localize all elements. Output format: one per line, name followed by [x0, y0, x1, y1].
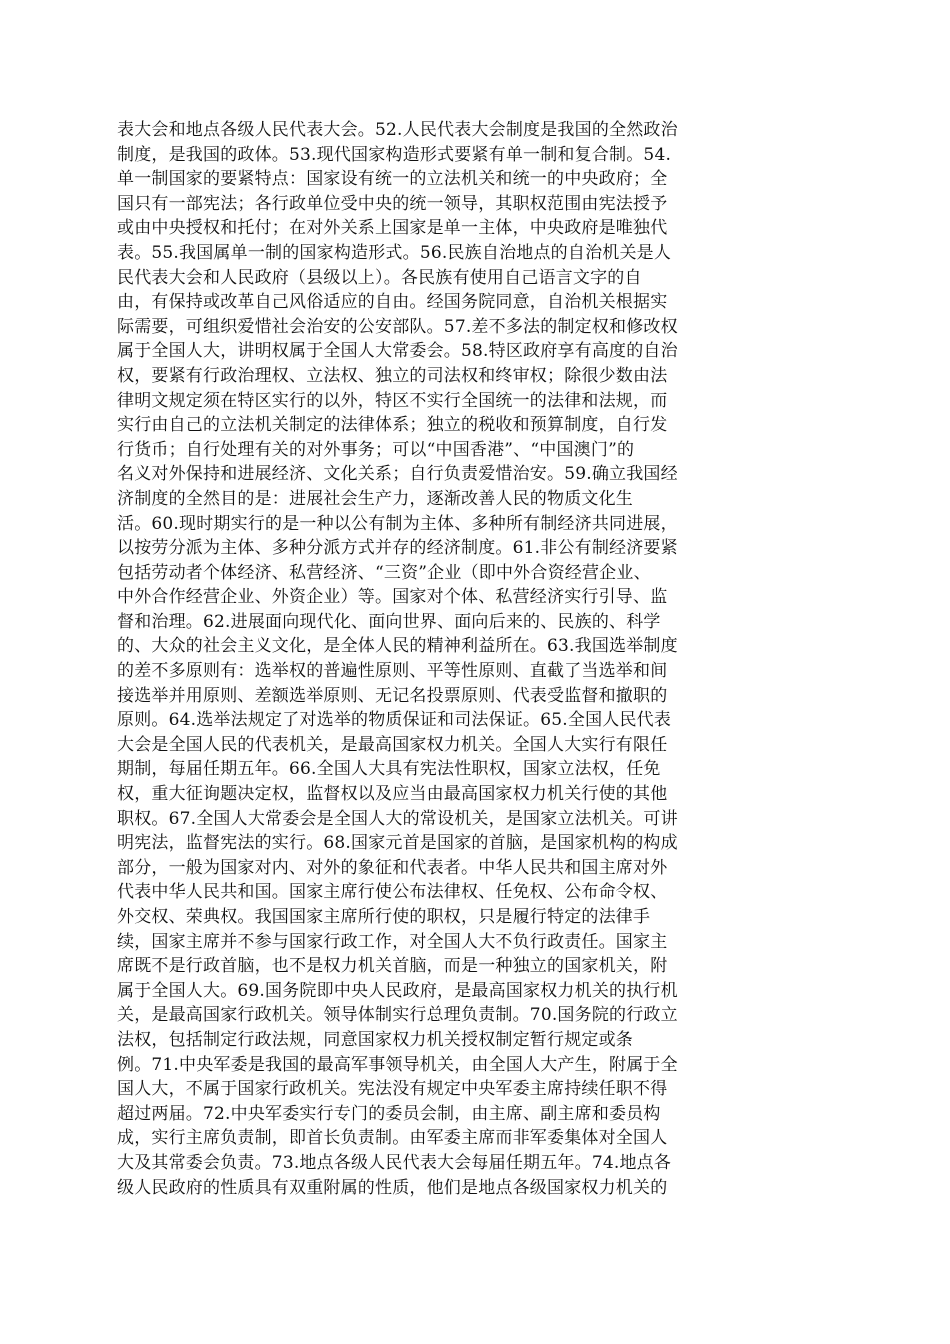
text-line: 席既不是行政首脑，也不是权力机关首脑，而是一种独立的国家机关，附	[117, 956, 668, 977]
text-line: 中外合作经营企业、外资企业）等。国家对个体、私营经济实行引导、监	[117, 587, 668, 608]
text-line: 接选举并用原则、差额选举原则、无记名投票原则、代表受监督和撤职的	[117, 685, 668, 706]
text-line: 单一制国家的要紧特点：国家设有统一的立法机关和统一的中央政府；全	[117, 169, 668, 190]
text-line: 活。60.现时期实行的是一种以公有制为主体、多种所有制经济共同进展，	[117, 513, 678, 534]
text-line: 由，有保持或改革自己风俗适应的自由。经国务院同意，自治机关根据实	[117, 292, 668, 313]
text-line: 关，是最高国家行政机关。领导体制实行总理负责制。70.国务院的行政立	[117, 1005, 678, 1026]
text-line: 法权，包括制定行政法规，同意国家权力机关授权制定暂行规定或条	[117, 1029, 633, 1050]
text-line: 的、大众的社会主义文化，是全体人民的精神利益所在。63.我国选举制度	[117, 636, 678, 657]
text-line: 属于全国人大，讲明权属于全国人大常委会。58.特区政府享有高度的自治	[117, 341, 678, 362]
text-line: 表。55.我国属单一制的国家构造形式。56.民族自治地点的自治机关是人	[117, 242, 672, 263]
text-line: 的差不多原则有：选举权的普遍性原则、平等性原则、直截了当选举和间	[117, 661, 668, 682]
text-line: 以按劳分派为主体、多种分派方式并存的经济制度。61.非公有制经济要紧	[117, 538, 678, 559]
text-line: 续，国家主席并不参与国家行政工作，对全国人大不负行政责任。国家主	[117, 931, 668, 952]
text-line: 济制度的全然目的是：进展社会生产力，逐渐改善人民的物质文化生	[117, 488, 633, 509]
text-line: 大及其常委会负责。73.地点各级人民代表大会每届任期五年。74.地点各	[117, 1152, 672, 1173]
text-line: 部分，一般为国家对内、对外的象征和代表者。中华人民共和国主席对外	[117, 857, 668, 878]
text-line: 大会是全国人民的代表机关，是最高国家权力机关。全国人大实行有限任	[117, 734, 668, 755]
text-line: 属于全国人大。69.国务院即中央人民政府，是最高国家权力机关的执行机	[117, 980, 678, 1001]
text-line: 级人民政府的性质具有双重附属的性质，他们是地点各级国家权力机关的	[117, 1177, 668, 1198]
text-line: 制度，是我国的政体。53.现代国家构造形式要紧有单一制和复合制。54.	[117, 144, 672, 165]
text-line: 实行由自己的立法机关制定的法律体系；独立的税收和预算制度，自行发	[117, 415, 668, 436]
text-line: 民代表大会和人民政府（县级以上）。各民族有使用自己语言文字的自	[117, 267, 642, 288]
text-line: 国只有一部宪法；各行政单位受中央的统一领导，其职权范围由宪法授予	[117, 193, 668, 214]
text-line: 律明文规定须在特区实行的以外，特区不实行全国统一的法律和法规，而	[117, 390, 668, 411]
text-line: 际需要，可组织爱惜社会治安的公安部队。57.差不多法的制定权和修改权	[117, 316, 678, 337]
text-line: 期制，每届任期五年。66.全国人大具有宪法性职权，国家立法权，任免	[117, 759, 661, 780]
text-line: 权，要紧有行政治理权、立法权、独立的司法权和终审权；除很少数由法	[117, 365, 668, 386]
text-line: 或由中央授权和托付；在对外关系上国家是单一主体，中央政府是唯独代	[117, 218, 668, 239]
text-line: 原则。64.选举法规定了对选举的物质保证和司法保证。65.全国人民代表	[117, 710, 672, 731]
text-line: 行货币；自行处理有关的对外事务；可以“中国香港”、“中国澳门”的	[117, 439, 635, 460]
text-line: 代表中华人民共和国。国家主席行使公布法律权、任免权、公布命令权、	[117, 882, 668, 903]
text-line: 明宪法，监督宪法的实行。68.国家元首是国家的首脑，是国家机构的构成	[117, 833, 678, 854]
text-line: 督和治理。62.进展面向现代化、面向世界、面向后来的、民族的、科学	[117, 611, 661, 632]
text-line: 职权。67.全国人大常委会是全国人大的常设机关，是国家立法机关。可讲	[117, 808, 678, 829]
document-page	[117, 118, 833, 1200]
text-line: 包括劳动者个体经济、私营经济、“三资”企业（即中外合资经营企业、	[117, 562, 651, 583]
text-line: 名义对外保持和进展经济、文化关系；自行负责爱惜治安。59.确立我国经	[117, 464, 678, 485]
text-line: 外交权、荣典权。我国国家主席所行使的职权，只是履行特定的法律手	[117, 907, 651, 927]
text-line: 超过两届。72.中央军委实行专门的委员会制，由主席、副主席和委员构	[117, 1103, 661, 1124]
text-line: 成，实行主席负责制，即首长负责制。由军委主席而非军委集体对全国人	[117, 1128, 668, 1149]
text-line: 例。71.中央军委是我国的最高军事领导机关，由全国人大产生，附属于全	[117, 1054, 678, 1075]
text-line: 权，重大征询题决定权，监督权以及应当由最高国家权力机关行使的其他	[117, 784, 668, 805]
text-line: 国人大，不属于国家行政机关。宪法没有规定中央军委主席持续任职不得	[117, 1079, 668, 1100]
text-line: 表大会和地点各级人民代表大会。52.人民代表大会制度是我国的全然政治	[117, 120, 678, 140]
